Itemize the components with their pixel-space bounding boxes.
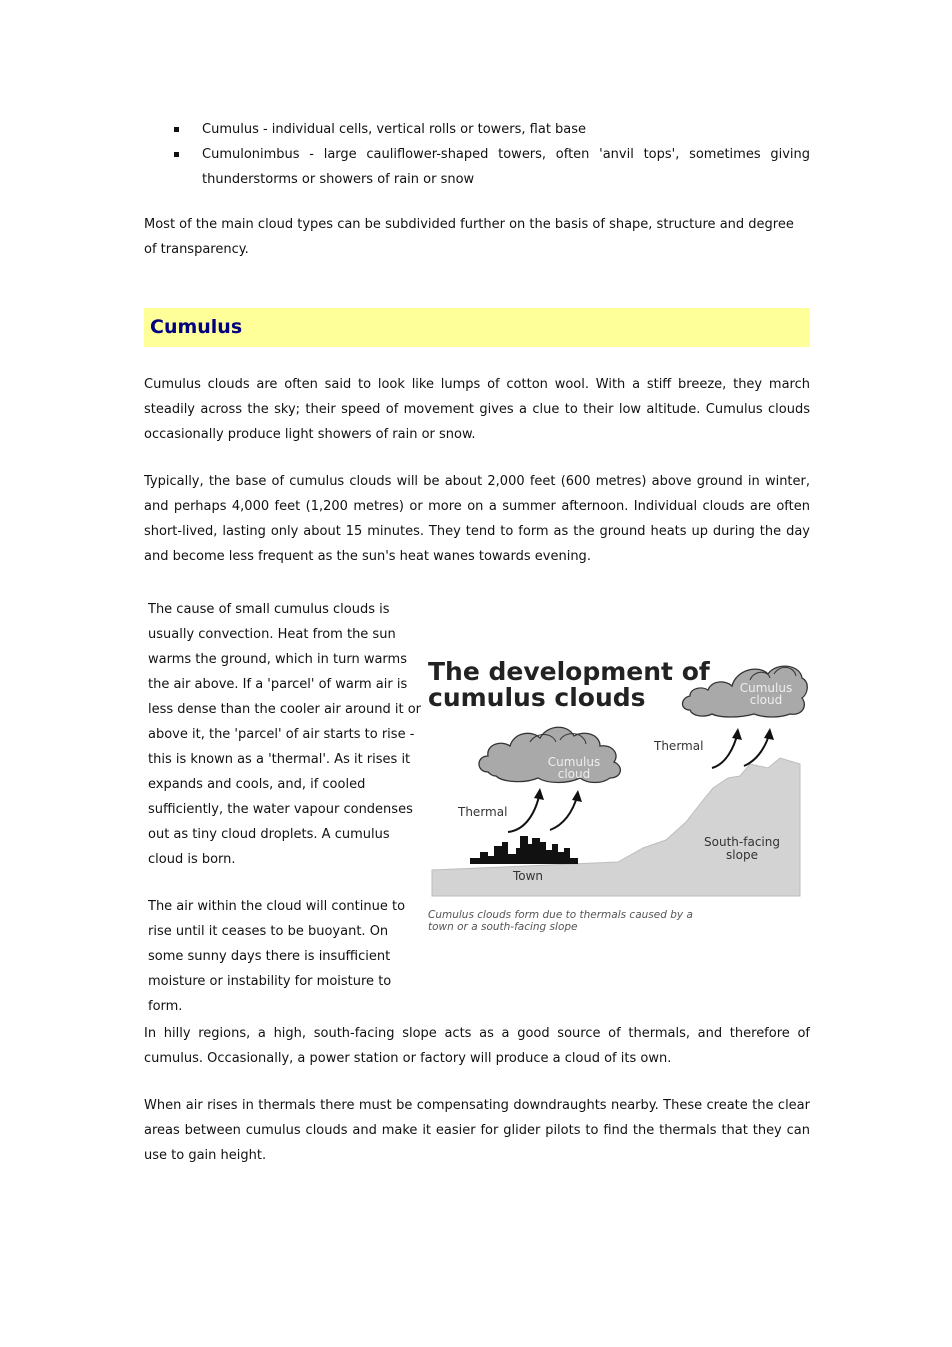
cloud-type-list	[144, 117, 810, 192]
slope-label-1: South-facing	[704, 835, 780, 849]
cloud-label-left-1: Cumulus	[547, 755, 601, 769]
thermal-label-left: Thermal	[458, 805, 508, 819]
section-heading: Cumulus	[150, 316, 243, 338]
side-paragraph-2: The air within the cloud will continue to rise until it ceases to be buoyant. On some sunny days there is insufficient moisture or instability for moisture to form.	[148, 899, 406, 1014]
paragraph-2: Typically, the base of cumulus clouds will be about 2,000 feet (600 metres) above ground in winter, and perhaps 4,000 feet (1,200 metres) or more on a summer afternoon. Individual clouds are often short-lived, lasting only about 15 minutes. They tend to form as the ground heats up during the day and become less frequent as the sun's heat wanes towards evening.	[144, 474, 810, 564]
list-item: Cumulonimbus - large cauliflower-shaped towers, often 'anvil tops', sometimes giving thunderstorms or showers of rain or snow	[144, 142, 810, 192]
cloud-label-right-2: cloud	[749, 693, 783, 707]
thermal-label-right: Thermal	[654, 739, 704, 753]
paragraph-3: In hilly regions, a high, south-facing slope acts as a good source of thermals, and therefore of cumulus. Occasionally, a power station or factory will produce a cloud of its own.	[144, 1026, 810, 1066]
cumulus-diagram	[428, 652, 808, 942]
section-heading-bar	[144, 308, 810, 347]
side-paragraph-1: The cause of small cumulus clouds is usually convection. Heat from the sun warms the ground, which in turn warms the air above. If a 'parcel' of warm air is less dense than the cooler air around it or above it, the 'parcel' of air starts to rise - this is known as a 'thermal'. As it rises it expands and cools, and, if cooled sufficiently, the water vapour condenses out as tiny cloud droplets. A cumulus cloud is born.	[148, 602, 421, 867]
paragraph-1: Cumulus clouds are often said to look like lumps of cotton wool. With a stiff breeze, they march steadily across the sky; their speed of movement gives a clue to their low altitude. Cumulus clouds occasionally produce light showers of rain or snow.	[144, 377, 810, 442]
ground-slope	[432, 758, 800, 896]
town-label: Town	[512, 869, 544, 883]
diagram-title-line-2: cumulus clouds	[428, 683, 646, 712]
figure-caption-line-2: town or a south-facing slope	[428, 921, 578, 933]
town-skyline	[470, 836, 578, 864]
figure-caption-line-1: Cumulus clouds form due to thermals caused by a	[428, 909, 693, 921]
paragraph-4: When air rises in thermals there must be compensating downdraughts nearby. These create the clear areas between cumulus clouds and make it easier for glider pilots to find the thermals that they can use to gain height.	[144, 1098, 810, 1163]
list-item: Cumulus - individual cells, vertical rolls or towers, flat base	[144, 117, 810, 142]
cloud-label-right-1: Cumulus	[739, 681, 793, 695]
diagram-title-line-1: The development of	[428, 657, 710, 686]
slope-label-2: slope	[726, 848, 758, 862]
intro-paragraph: Most of the main cloud types can be subdivided further on the basis of shape, structure and degree of transparency.	[144, 217, 794, 257]
cloud-label-left-2: cloud	[557, 767, 591, 781]
